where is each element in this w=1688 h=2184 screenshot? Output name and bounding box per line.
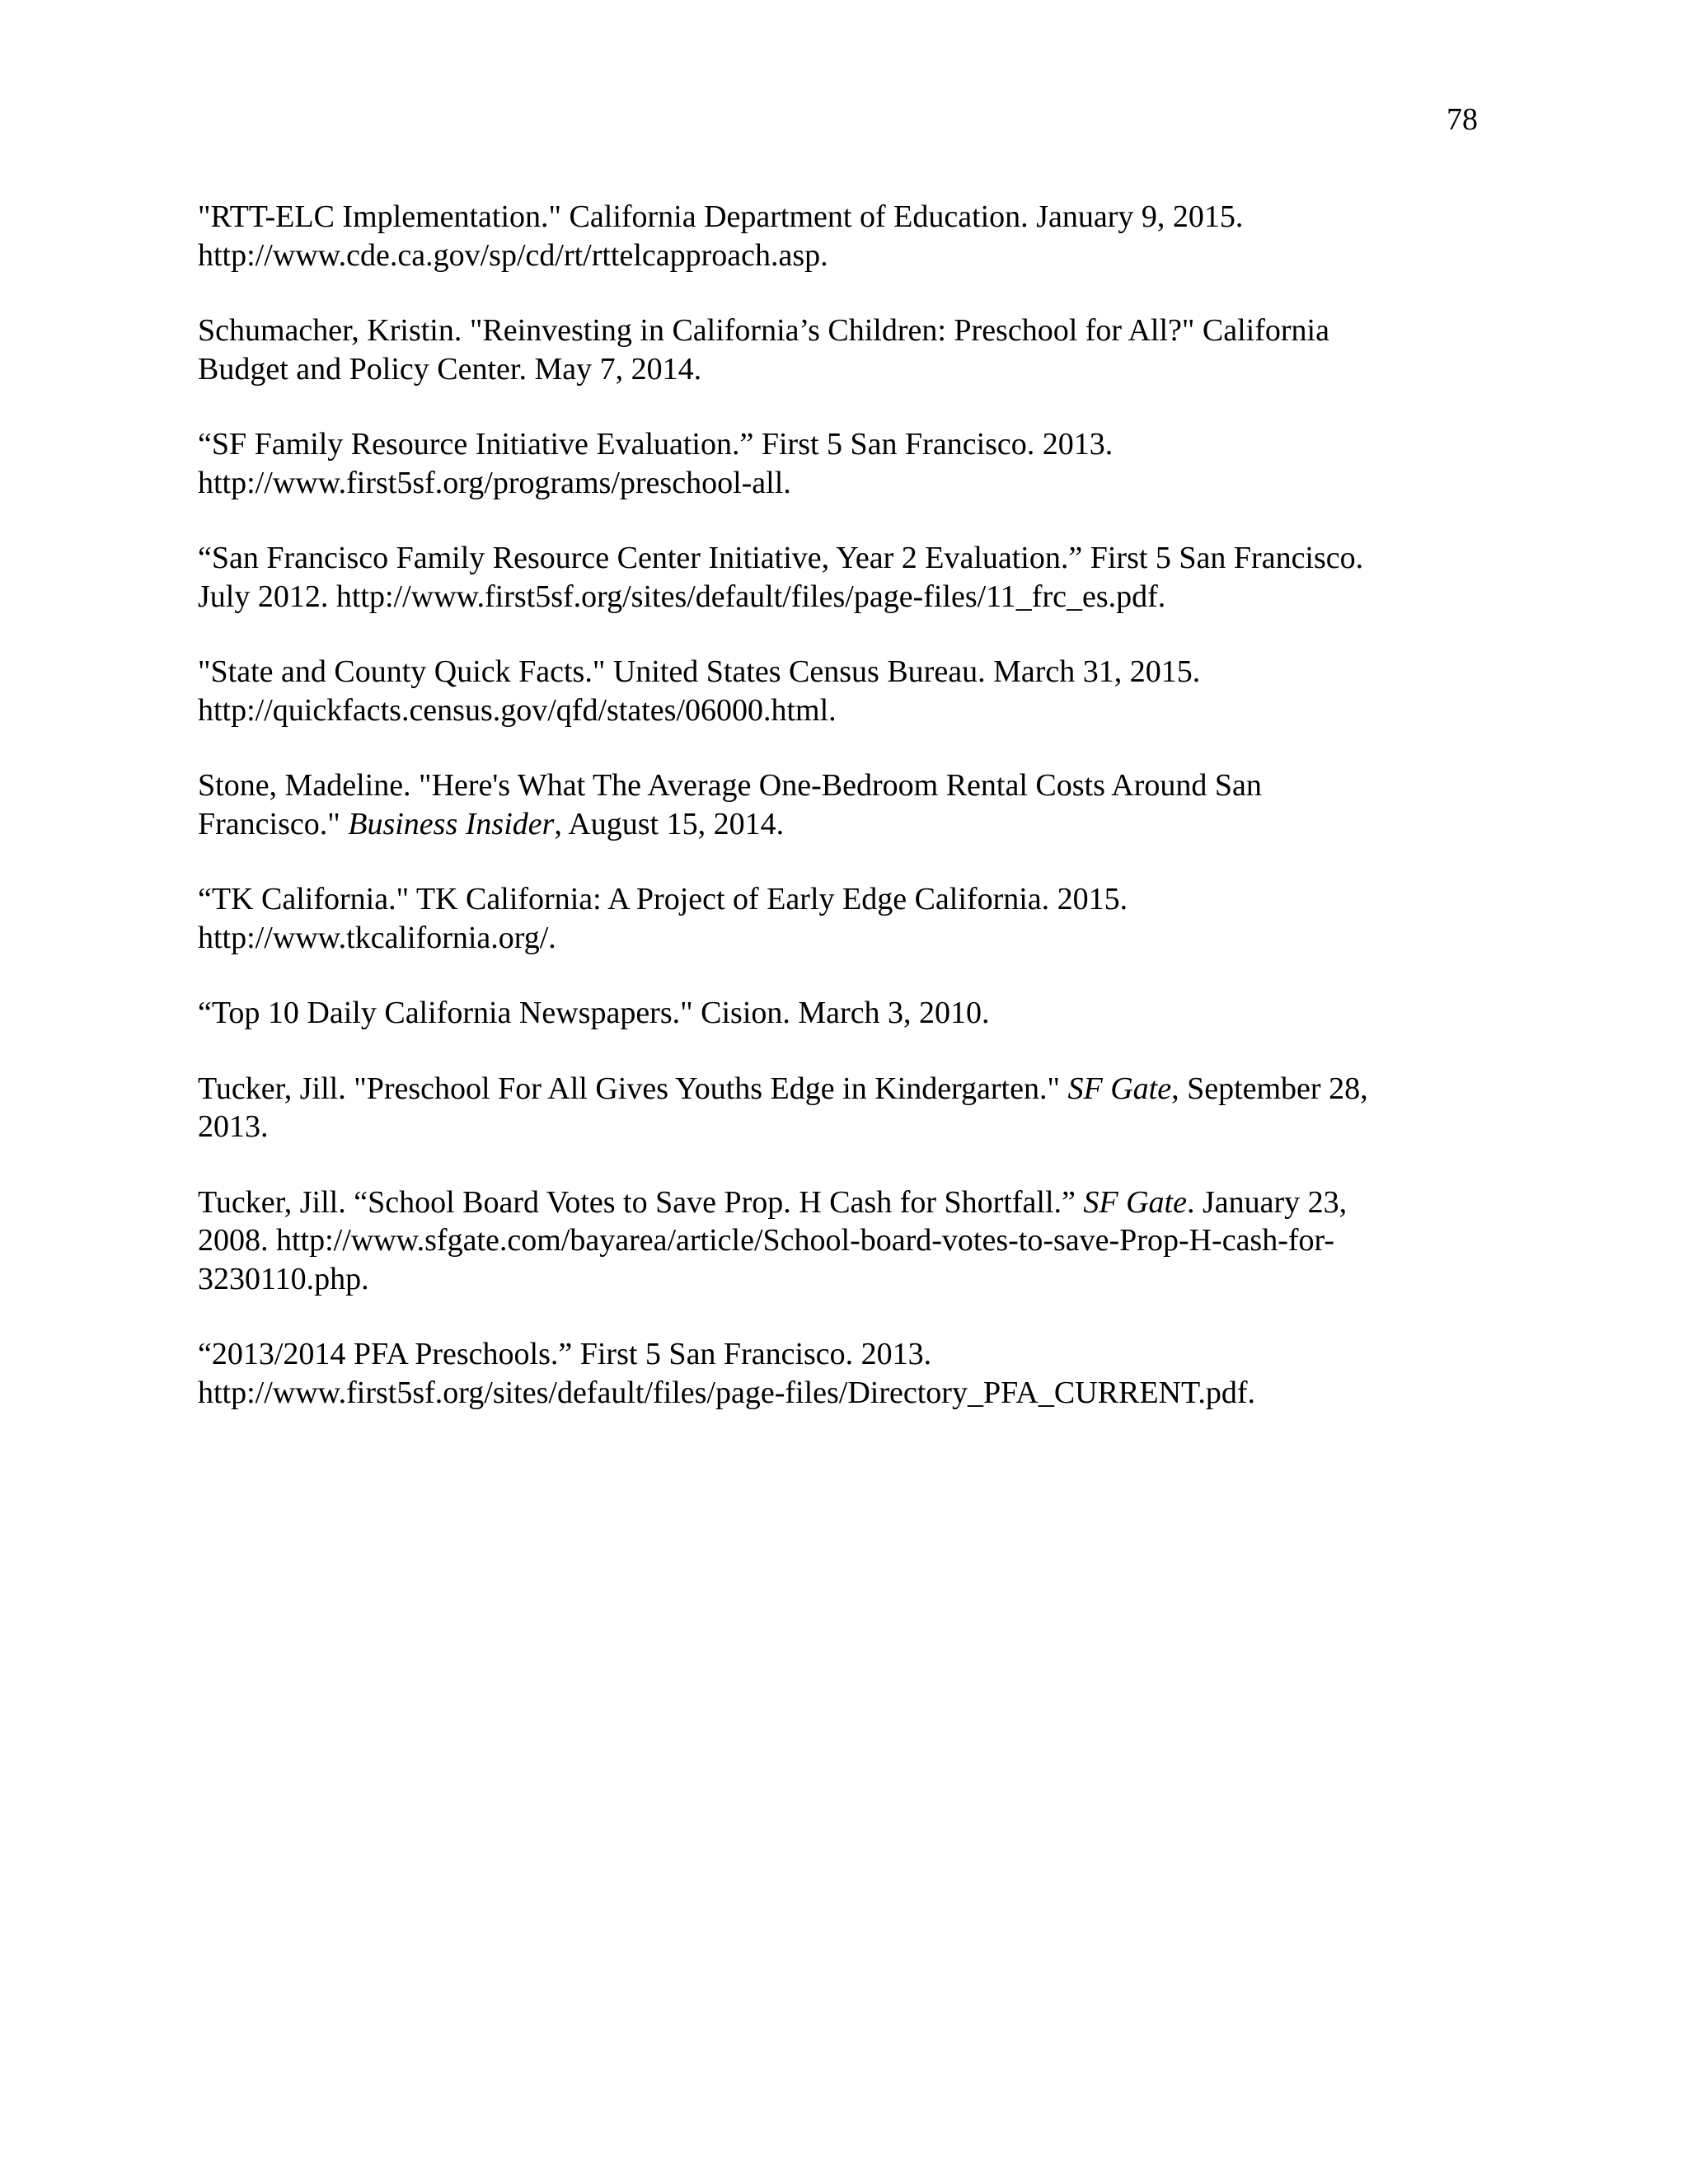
- reference-text: “2013/2014 PFA Preschools.” First 5 San Francisco. 2013.: [198, 1337, 932, 1371]
- reference-entry: [198, 880, 1500, 957]
- reference-entry: [198, 994, 1500, 1033]
- reference-text: July 2012. http://www.first5sf.org/sites/default/files/page-files/11_frc_es.pdf.: [198, 579, 1166, 614]
- reference-text: Tucker, Jill. “School Board Votes to Save Prop. H Cash for Shortfall.”: [198, 1184, 1084, 1220]
- reference-text: , August 15, 2014.: [554, 806, 785, 841]
- reference-line: [198, 237, 1500, 275]
- reference-line: [198, 1183, 1500, 1222]
- reference-line: [198, 312, 1500, 350]
- reference-text: 2013.: [198, 1109, 269, 1144]
- reference-line: [198, 1260, 1500, 1299]
- reference-text: , September 28,: [1171, 1071, 1368, 1106]
- reference-list: [198, 198, 1500, 1449]
- reference-text: http://www.first5sf.org/programs/preschool-all.: [198, 465, 791, 500]
- reference-entry: [198, 653, 1500, 729]
- reference-line: [198, 578, 1500, 616]
- reference-line: [198, 919, 1500, 958]
- reference-text: . January 23,: [1186, 1184, 1348, 1220]
- reference-text: 3230110.php.: [198, 1261, 369, 1296]
- reference-text: “SF Family Resource Initiative Evaluation.” First 5 San Francisco. 2013.: [198, 427, 1114, 462]
- reference-line: [198, 198, 1500, 237]
- reference-entry: [198, 1335, 1500, 1412]
- reference-entry: [198, 425, 1500, 502]
- reference-line: [198, 1070, 1500, 1108]
- reference-line: [198, 805, 1500, 844]
- reference-line: [198, 880, 1500, 919]
- publication-title: SF Gate: [1067, 1071, 1172, 1106]
- reference-text: 2008. http://www.sfgate.com/bayarea/article/School-board-votes-to-save-Prop-H-cash-for-: [198, 1223, 1335, 1258]
- reference-line: [198, 766, 1500, 805]
- reference-text: http://www.tkcalifornia.org/.: [198, 920, 556, 955]
- reference-text: “Top 10 Daily California Newspapers." Cision. March 3, 2010.: [198, 996, 990, 1030]
- reference-line: [198, 425, 1500, 464]
- reference-line: [198, 1108, 1500, 1146]
- reference-entry: [198, 198, 1500, 274]
- reference-entry: [198, 539, 1500, 616]
- reference-text: “San Francisco Family Resource Center Initiative, Year 2 Evaluation.” First 5 San Francisco.: [198, 541, 1364, 575]
- reference-line: [198, 539, 1500, 578]
- reference-text: Tucker, Jill. "Preschool For All Gives Youths Edge in Kindergarten.": [198, 1071, 1068, 1106]
- reference-entry: [198, 1070, 1500, 1146]
- reference-line: [198, 464, 1500, 503]
- reference-entry: [198, 312, 1500, 388]
- reference-text: "State and County Quick Facts." United States Census Bureau. March 31, 2015.: [198, 654, 1201, 689]
- reference-text: Stone, Madeline. "Here's What The Average One-Bedroom Rental Costs Around San: [198, 768, 1262, 803]
- reference-line: [198, 691, 1500, 730]
- reference-line: [198, 994, 1500, 1033]
- reference-text: "RTT-ELC Implementation." California Department of Education. January 9, 2015.: [198, 199, 1244, 234]
- reference-line: [198, 350, 1500, 389]
- reference-text: Francisco.": [198, 806, 349, 841]
- reference-text: Budget and Policy Center. May 7, 2014.: [198, 351, 702, 387]
- reference-text: “TK California." TK California: A Project of Early Edge California. 2015.: [198, 882, 1128, 916]
- reference-line: [198, 1221, 1500, 1260]
- publication-title: Business Insider: [348, 806, 555, 841]
- reference-text: http://www.first5sf.org/sites/default/files/page-files/Directory_PFA_CURRENT.pdf.: [198, 1375, 1256, 1410]
- reference-line: [198, 653, 1500, 691]
- reference-line: [198, 1374, 1500, 1413]
- page-number: 78: [1447, 102, 1478, 137]
- reference-text: http://quickfacts.census.gov/qfd/states/06000.html.: [198, 692, 837, 728]
- reference-entry: [198, 766, 1500, 843]
- reference-entry: [198, 1183, 1500, 1299]
- reference-text: http://www.cde.ca.gov/sp/cd/rt/rttelcapproach.asp.: [198, 237, 828, 273]
- publication-title: SF Gate: [1083, 1184, 1187, 1220]
- reference-line: [198, 1335, 1500, 1374]
- reference-text: Schumacher, Kristin. "Reinvesting in California’s Children: Preschool for All?" California: [198, 313, 1329, 348]
